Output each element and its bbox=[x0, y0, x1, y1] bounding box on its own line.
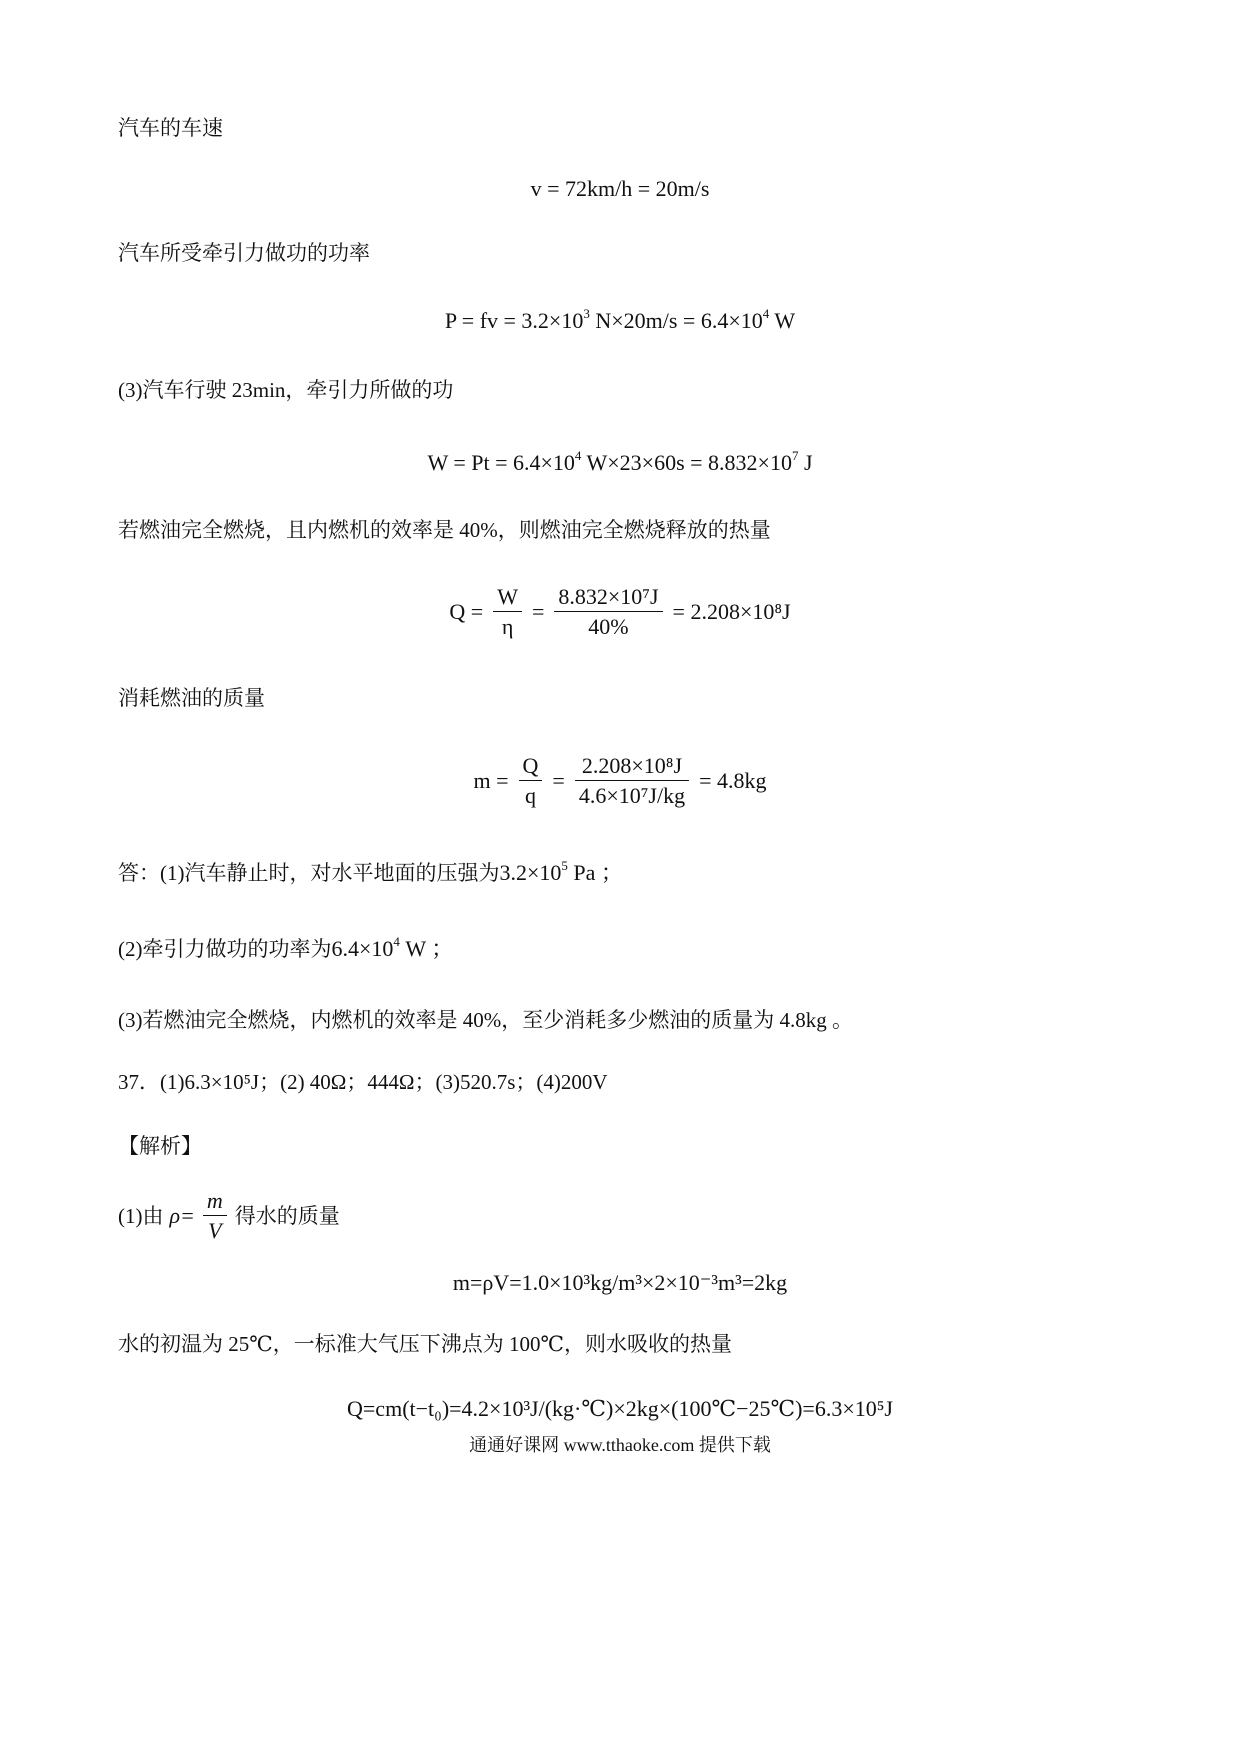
eq-water-mass: m=ρV=1.0×10³kg/m³×2×10⁻³m³=2kg bbox=[452, 1270, 788, 1295]
text-work-label: (3)汽车行驶 23min，牵引力所做的功 bbox=[118, 378, 454, 402]
text-density-step: (1)由 ρ= $\frac{m}{V}$ 得水的质量 bbox=[118, 1188, 340, 1243]
fraction-heat-over-calorific: $\frac{\text{2.208×10⁸J}}{\text{4.6×10⁷J/kg}}$ bbox=[575, 755, 689, 807]
eq-work: $W = Pt = 6.4\times 10^4$ $W\times 23\times 60s = 8.832\times 10^7$ J bbox=[427, 447, 813, 475]
eq-heat-absorbed: Q=cm(t−t₀)=4.2×10³J/(kg·℃)×2kg×(100℃−25℃)=6.3×10⁵J bbox=[347, 1396, 893, 1421]
page-footer: 通通好课网 www.tthaoke.com 提供下载 bbox=[469, 1435, 771, 1455]
text-car-speed-label: 汽车的车速 bbox=[118, 116, 223, 140]
eq-speed: v = 72km/h = 20m/s bbox=[530, 176, 710, 201]
text-question-37-answers: 37．(1)6.3×10⁵J；(2) 40Ω；444Ω；(3)520.7s；(4)200V bbox=[118, 1070, 608, 1094]
fraction-w-eta: $\frac{W}{\eta}$ bbox=[493, 586, 522, 638]
text-heat-label: 若燃油完全燃烧，且内燃机的效率是 40%，则燃油完全燃烧释放的热量 bbox=[118, 518, 771, 542]
fraction-q-over-q: $\frac{Q}{q}$ bbox=[519, 755, 543, 807]
eq-mass: m = $\frac{Q}{q}$ = $\frac{\text{2.208×10⁸J}}{\text{4.6×10⁷J/kg}}$ = 4.8kg bbox=[473, 753, 767, 808]
text-answer-1: 答：(1)汽车静止时，对水平地面的压强为$3.2\times 10^5$ Pa ； bbox=[118, 858, 623, 885]
fraction-work-efficiency: $\frac{\text{8.832×10⁷J}}{40\%}$ bbox=[554, 586, 662, 638]
text-analysis-heading: 【解析】 bbox=[118, 1134, 202, 1158]
text-answer-2: (2)牵引力做功的功率为$6.4\times 10^4$ W ； bbox=[118, 934, 454, 961]
eq-heat: Q = $\frac{W}{\eta}$ = $\frac{\text{8.832×10⁷J}}{40\%}$ = 2.208×10⁸J bbox=[449, 584, 791, 639]
text-answer-3: (3)若燃油完全燃烧，内燃机的效率是 40%，至少消耗多少燃油的质量为 4.8kg 。 bbox=[118, 1008, 853, 1032]
text-mass-label: 消耗燃油的质量 bbox=[118, 686, 265, 710]
text-water-temp: 水的初温为 25℃，一标准大气压下沸点为 100℃，则水吸收的热量 bbox=[118, 1332, 732, 1356]
fraction-m-over-v: $\frac{m}{V}$ bbox=[203, 1190, 227, 1242]
eq-power: P = fv = $3.2\times 10^3$ $N\times 20m/s = 6.4\times 10^4$ W bbox=[444, 305, 796, 333]
text-power-label: 汽车所受牵引力做功的功率 bbox=[118, 241, 370, 265]
